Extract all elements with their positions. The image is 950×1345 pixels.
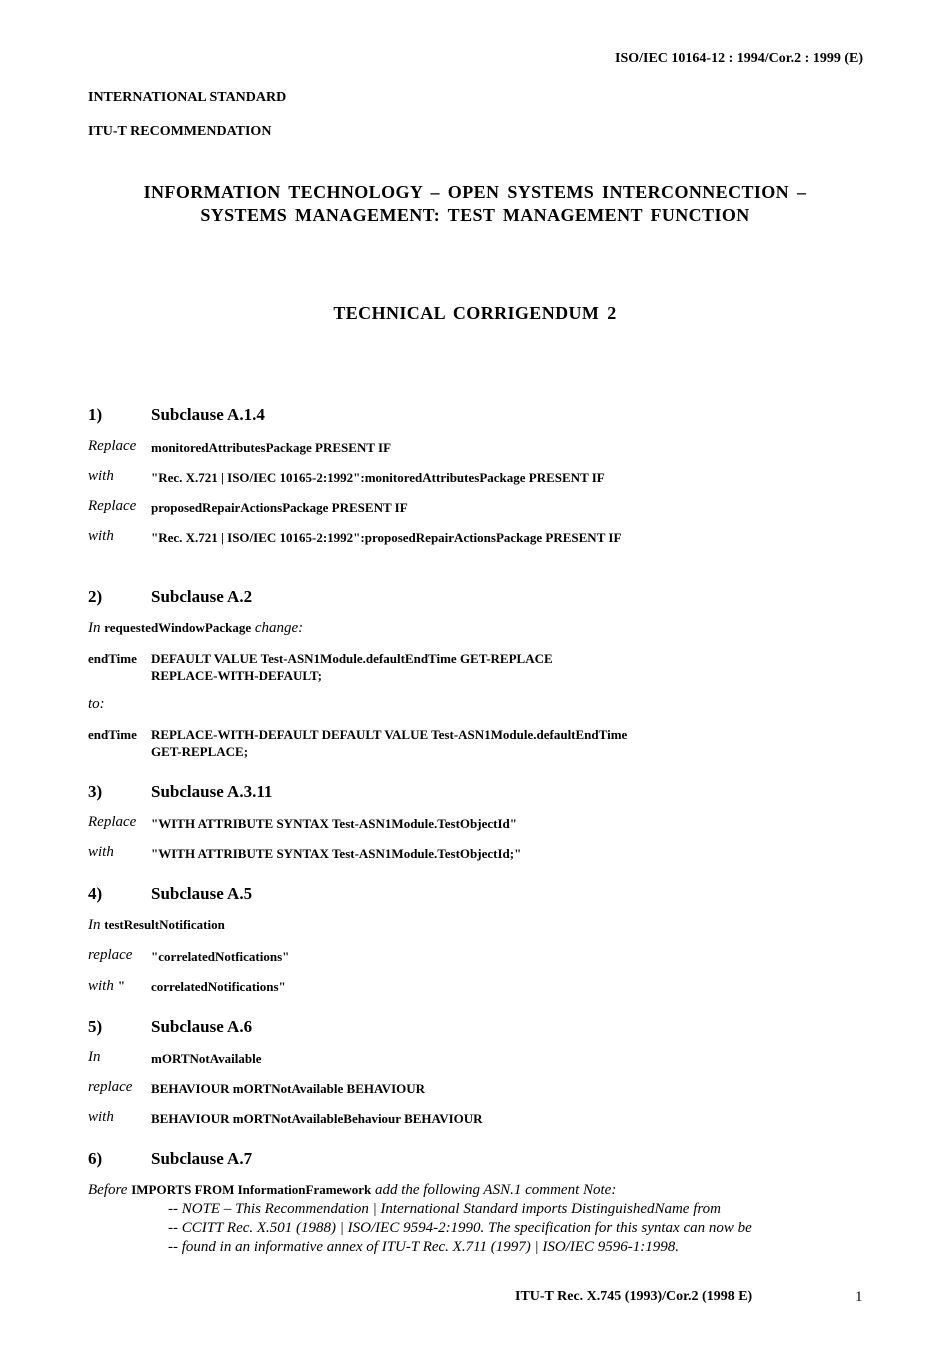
section-6-title: Subclause A.7: [151, 1149, 253, 1168]
s5-row1-text: BEHAVIOUR mORTNotAvailable BEHAVIOUR: [151, 1081, 426, 1096]
s2-intro-in: In: [88, 620, 101, 636]
s1-row1-text: monitoredAttributesPackage PRESENT IF: [151, 440, 392, 455]
corrigendum-title: TECHNICAL CORRIGENDUM 2: [333, 303, 617, 323]
s5-row0-label: In: [88, 1049, 101, 1065]
s1-row2-text: "Rec. X.721 | ISO/IEC 10165-2:1992":monitoredAttributesPackage PRESENT IF: [151, 470, 605, 485]
section-1-number: 1): [88, 405, 103, 424]
section-2-number: 2): [88, 587, 103, 606]
s5-row2-text: BEHAVIOUR mORTNotAvailableBehaviour BEHAVIOUR: [151, 1111, 483, 1126]
s4-row1-label: replace: [88, 947, 133, 963]
footer-recommendation: ITU-T Rec. X.745 (1993)/Cor.2 (1998 E): [515, 1289, 753, 1304]
s2-endtime-label-2: endTime: [88, 727, 137, 742]
s6-intro: [88, 1182, 616, 1199]
s6-note-line-2: -- CCITT Rec. X.501 (1988) | ISO/IEC 9594-2:1990. The specification for this syntax can now be: [168, 1220, 752, 1236]
s4-row2-text: correlatedNotifications": [151, 979, 286, 994]
s4-intro-name: testResultNotification: [104, 917, 225, 932]
section-3-number: 3): [88, 782, 103, 801]
s5-row2-label: with: [88, 1109, 114, 1125]
s3-row2-label: with: [88, 844, 114, 860]
s2-intro-package: requestedWindowPackage: [104, 620, 252, 635]
section-1-title: Subclause A.1.4: [151, 405, 265, 424]
section-4-title: Subclause A.5: [151, 884, 253, 903]
s1-row3-label: Replace: [88, 498, 137, 514]
section-3-title: Subclause A.3.11: [151, 782, 273, 801]
title-line-1: INFORMATION TECHNOLOGY – OPEN SYSTEMS INTERCONNECTION –: [143, 182, 807, 202]
document-id: ISO/IEC 10164-12 : 1994/Cor.2 : 1999 (E): [615, 51, 863, 66]
s6-imports: IMPORTS FROM InformationFramework: [131, 1182, 372, 1197]
s2-endtime-1-line-2: REPLACE-WITH-DEFAULT;: [151, 668, 322, 683]
s2-endtime-label-1: endTime: [88, 651, 137, 666]
s2-endtime-1-line-1: DEFAULT VALUE Test-ASN1Module.defaultEndTime GET-REPLACE: [151, 651, 553, 666]
s6-note-line-1: -- NOTE – This Recommendation | International Standard imports DistinguishedName from: [168, 1201, 722, 1217]
section-5-number: 5): [88, 1017, 103, 1036]
s1-row1-label: Replace: [88, 438, 137, 454]
s3-row2-text: "WITH ATTRIBUTE SYNTAX Test-ASN1Module.TestObjectId;": [151, 846, 522, 861]
s2-intro-change: change:: [254, 620, 304, 636]
s6-add: add the following ASN.1 comment Note:: [374, 1182, 617, 1198]
s6-before: Before: [88, 1182, 128, 1198]
s2-intro: [88, 620, 303, 637]
section-5-title: Subclause A.6: [151, 1017, 253, 1036]
s3-row1-text: "WITH ATTRIBUTE SYNTAX Test-ASN1Module.TestObjectId": [151, 816, 517, 831]
s4-intro: [88, 917, 225, 934]
page-number: 1: [855, 1289, 863, 1305]
s1-row2-label: with: [88, 468, 114, 484]
s2-endtime-2-line-1: REPLACE-WITH-DEFAULT DEFAULT VALUE Test-ASN1Module.defaultEndTime: [151, 727, 628, 742]
s5-row0-text: mORTNotAvailable: [151, 1051, 262, 1066]
s1-row4-text: "Rec. X.721 | ISO/IEC 10165-2:1992":proposedRepairActionsPackage PRESENT IF: [151, 530, 622, 545]
s6-note-line-3: -- found in an informative annex of ITU-T Rec. X.711 (1997) | ISO/IEC 9596-1:1998.: [168, 1239, 679, 1255]
s5-row1-label: replace: [88, 1079, 133, 1095]
s3-row1-label: Replace: [88, 814, 137, 830]
s4-intro-in: In: [88, 917, 101, 933]
s2-endtime-2-line-2: GET-REPLACE;: [151, 744, 249, 759]
section-6-number: 6): [88, 1149, 103, 1168]
s4-row2-label: with: [88, 978, 114, 994]
title-line-2: SYSTEMS MANAGEMENT: TEST MANAGEMENT FUNCTION: [200, 205, 750, 225]
s1-row4-label: with: [88, 528, 114, 544]
section-4-number: 4): [88, 884, 103, 903]
international-standard-label: INTERNATIONAL STANDARD: [88, 90, 287, 105]
s2-to-label: to:: [88, 696, 105, 712]
s4-row2-quote: ": [117, 978, 126, 993]
s1-row3-text: proposedRepairActionsPackage PRESENT IF: [151, 500, 408, 515]
s4-row1-text: "correlatedNotfications": [151, 949, 290, 964]
section-2-title: Subclause A.2: [151, 587, 253, 606]
s4-row2-label-group: [88, 977, 125, 995]
itu-recommendation-label: ITU-T RECOMMENDATION: [88, 124, 272, 139]
